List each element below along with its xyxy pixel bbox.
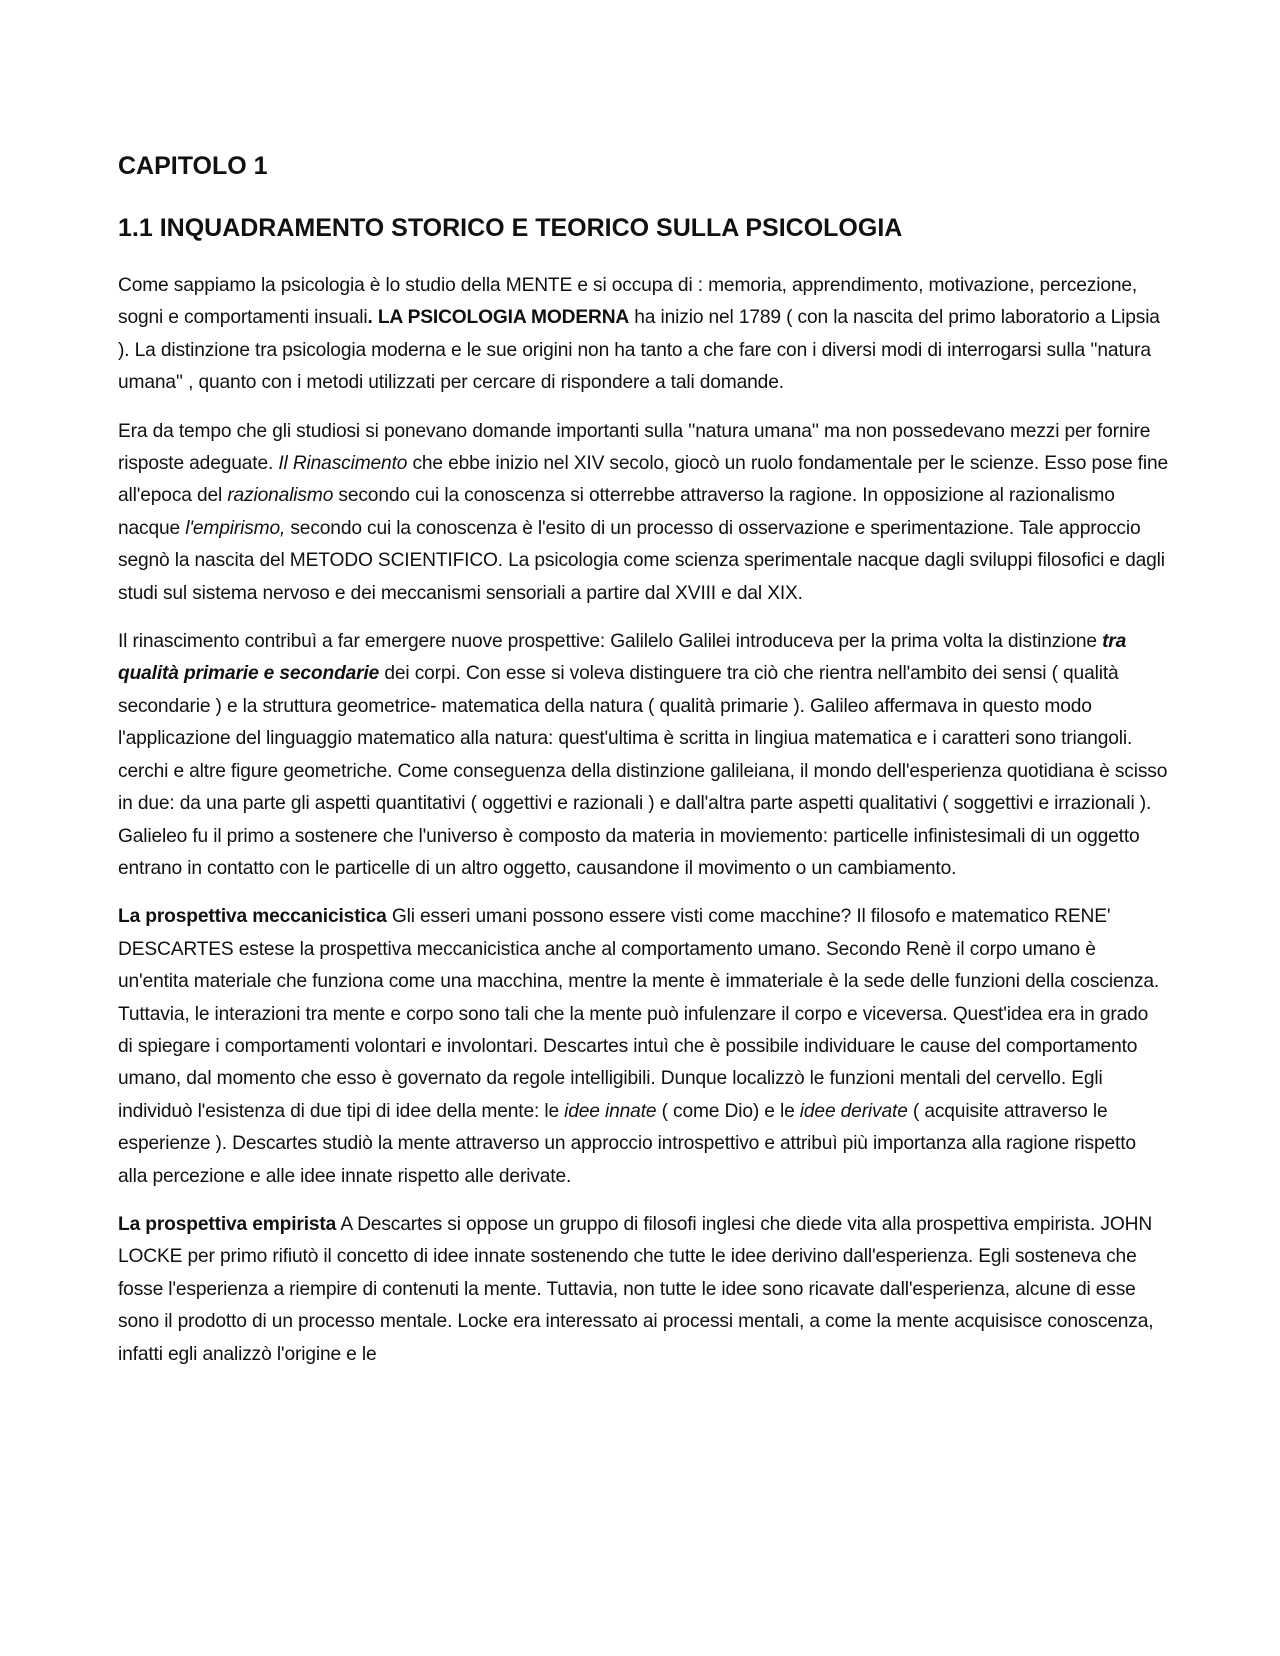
text-run: Come sappiamo la psicologia è lo studio della MENTE e si occupa di : memoria, apprendimento, motivazione, percezione, sogni e comportamenti insuali bbox=[118, 275, 1138, 329]
text-run-italic: Il Rinascimento bbox=[278, 453, 408, 475]
text-run: secondo cui la conoscenza si otterrebbe attraverso la ragione. In opposizione al razionalismo nacque bbox=[118, 485, 1115, 539]
text-run: ha inizio nel 1789 ( con la nascita del primo laboratorio a Lipsia ). La distinzione tra psicologia moderna e le sue origini non ha tanto a che fare con i diversi modi di interrogarsi sulla ''natura umana'' , quanto con i metodi utilizzati per cercare di rispondere a tali domande. bbox=[118, 307, 1160, 394]
paragraph-galileo bbox=[118, 626, 1168, 885]
text-run-bold: La prospettiva empirista bbox=[118, 1213, 337, 1235]
text-run: ( come Dio) e le bbox=[656, 1100, 800, 1122]
text-run: Era da tempo che gli studiosi si ponevano domande importanti sulla ''natura umana'' ma non possedevano mezzi per fornire risposte adeguate. bbox=[118, 420, 1151, 475]
text-run: Gli esseri umani possono essere visti come macchine? Il filosofo e matematico RENE' DESCARTES estese la prospettiva meccanicistica anche al comportamento umano. Secondo Renè il corpo umano è un'entita materiale che funziona come una macchina, mentre la mente è immateriale è la sede delle funzioni della coscienza. Tuttavia, le interazioni tra mente e corpo sono tali che la mente può infulenzare il corpo e viceversa. Quest'idea era in grado di spiegare i comportamenti volontari e involontari. Descartes intuì che è possibile individuare le cause del comportamento umano, dal momento che esso è governato da regole intelligibili. Dunque localizzò le funzioni mentali del cervello. Egli individuò l'esistenza di due tipi di idee della mente: le bbox=[118, 906, 1160, 1122]
paragraph-intro bbox=[118, 270, 1168, 400]
section-title: 1.1 INQUADRAMENTO STORICO E TEORICO SULLA PSICOLOGIA bbox=[118, 214, 903, 242]
text-run-italic: l'empirismo, bbox=[185, 517, 286, 539]
paragraph-rinascimento bbox=[118, 416, 1168, 610]
text-run-bold-italic: tra qualità primarie e secondarie bbox=[118, 631, 1127, 685]
text-run: secondo cui la conoscenza è l'esito di un processo di osservazione e sperimentazione. Tale approccio segnò la nascita del METODO SCIENTIFICO. La psicologia come scienza sperimentale nacque dagli sviluppi filosofici e dagli studi sul sistema nervoso e dei meccanismi sensoriali a partire dal XVIII e dal XIX. bbox=[118, 517, 1165, 604]
text-run: che ebbe inizio nel XIV secolo, giocò un ruolo fondamentale per le scienze. Esso pose fine all'epoca del bbox=[118, 453, 1169, 507]
chapter-title: CAPITOLO 1 bbox=[118, 152, 268, 180]
text-run: dei corpi. Con esse si voleva distinguere tra ciò che rientra nell'ambito dei sensi ( qualità secondarie ) e la struttura geometrice- matematica della natura ( qualità primarie ). Galileo affermava in questo modo l'applicazione del linguaggio matematico alla natura: quest'ultima è scritta in lingiua matematica e i caratteri sono triangoli. cerchi e altre figure geometriche. Come conseguenza della distinzione galileiana, il mondo dell'esperienza quotidiana è scisso in due: da una parte gli aspetti quantitativi ( oggettivi e razionali ) e dall'altra parte aspetti qualitativi ( soggettivi e irrazionali ). Galieleo fu il primo a sostenere che l'universo è composto da materia in moviemento: particelle infinistesimali di un oggetto entrano in contatto con le particelle di un altro oggetto, causandone il movimento o un cambiamento. bbox=[118, 663, 1168, 879]
text-run: Il rinascimento contribuì a far emergere nuove prospettive: Galilelo Galilei introduceva per la prima volta la distinzione bbox=[118, 631, 1103, 653]
text-run-italic: idee innate bbox=[564, 1100, 657, 1122]
document-page bbox=[118, 150, 1168, 1387]
text-run: A Descartes si oppose un gruppo di filosofi inglesi che diede vita alla prospettiva empirista. JOHN LOCKE per primo rifiutò il concetto di idee innate sostenendo che tutte le idee derivino dall'esperienza. Egli sosteneva che fosse l'esperienza a riempire di contenuti la mente. Tuttavia, non tutte le idee sono ricavate dall'esperienza, alcune di esse sono il prodotto di un processo mentale. Locke era interessato ai processi mentali, a come la mente acquisisce conoscenza, infatti egli analizzò l'origine e le bbox=[118, 1213, 1154, 1365]
text-run: ( acquisite attraverso le esperienze ). Descartes studiò la mente attraverso un approccio introspettivo e attribuì più importanza alla ragione rispetto alla percezione e alle idee innate rispetto alle derivate. bbox=[118, 1100, 1136, 1187]
paragraph-meccanicistica bbox=[118, 901, 1168, 1193]
text-run-bold: . LA PSICOLOGIA MODERNA bbox=[367, 307, 630, 329]
text-run-italic: idee derivate bbox=[799, 1100, 908, 1122]
text-run-bold: La prospettiva meccanicistica bbox=[118, 906, 387, 928]
paragraph-empirista bbox=[118, 1209, 1168, 1371]
text-run-italic: razionalismo bbox=[227, 485, 334, 507]
